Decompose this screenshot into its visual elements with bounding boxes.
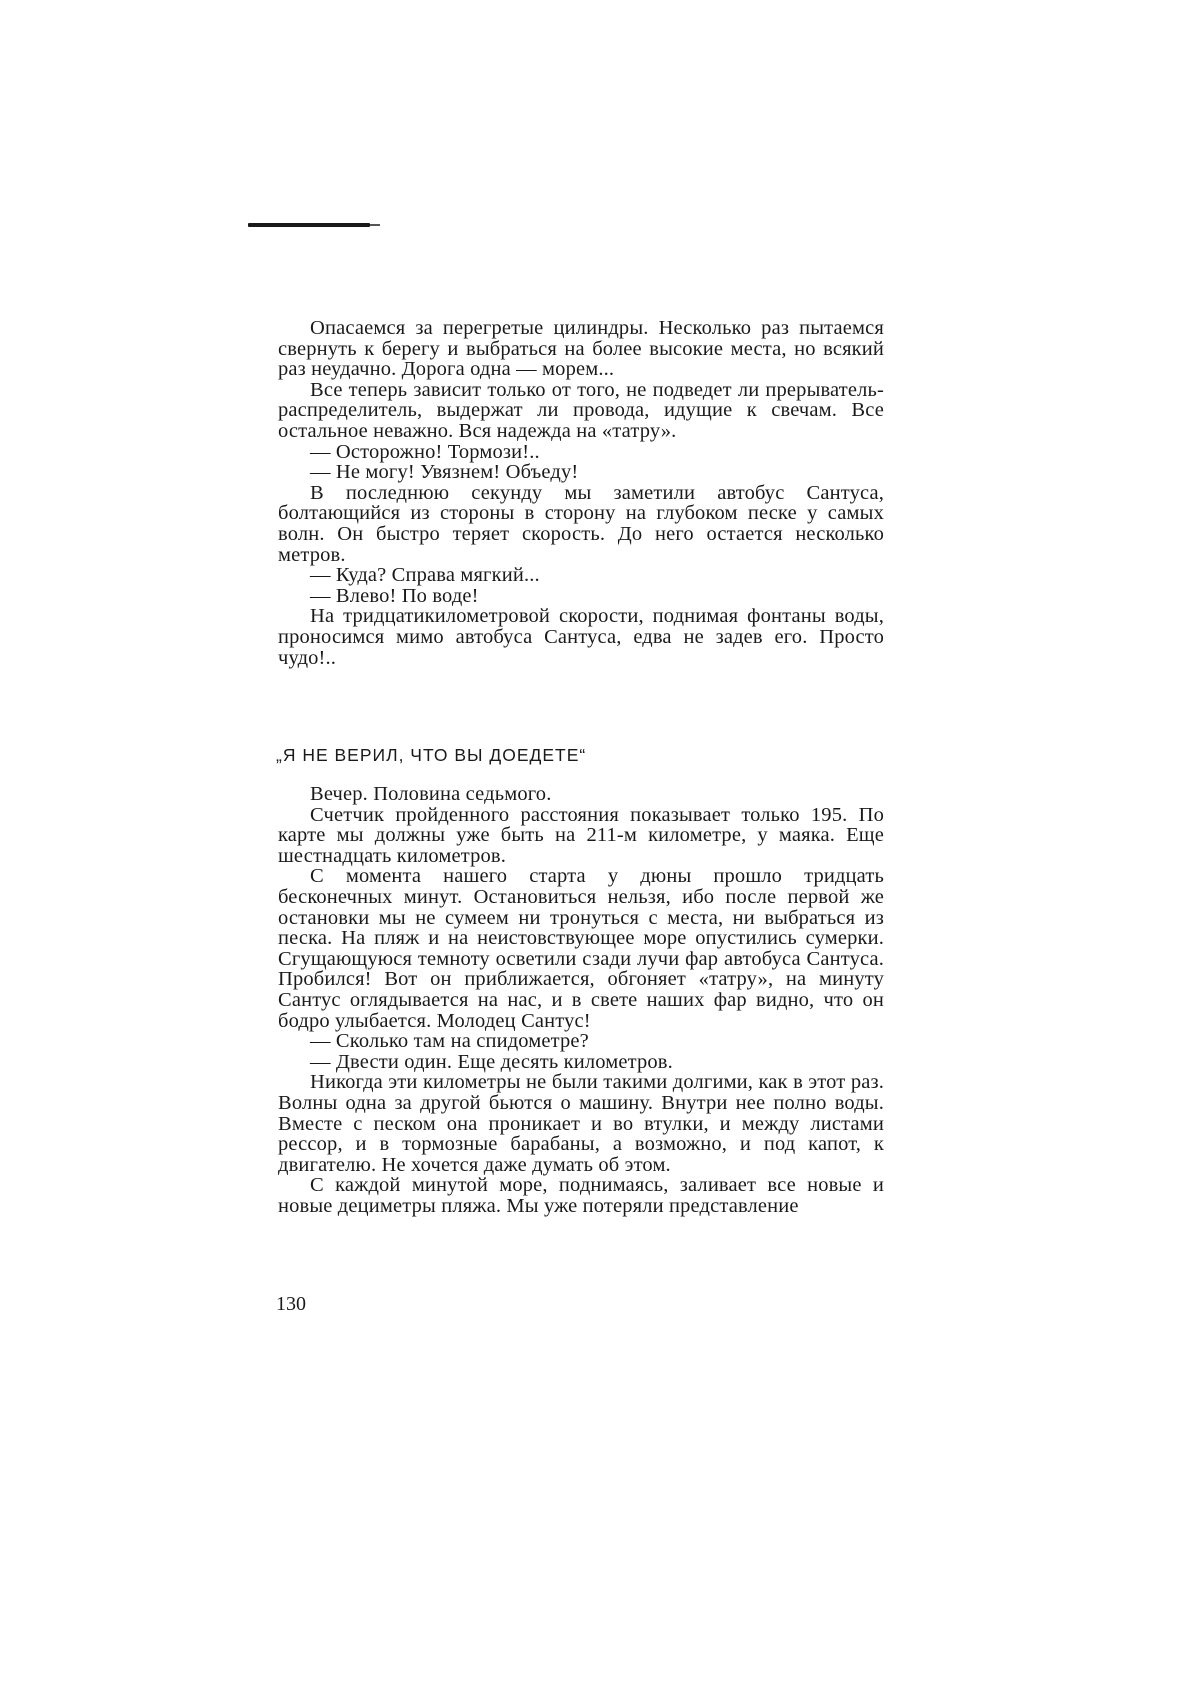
- page-number: 130: [276, 1293, 306, 1315]
- dialogue-line: — Осторожно! Тормози!..: [310, 440, 540, 463]
- paragraph: В последнюю секунду мы заметили автобус Сантуса, болтающийся из стороны в сторону на глубоком песке у самых волн. Он быстро теряет скорость. До него остается несколько метров.: [278, 481, 884, 566]
- paragraph: Никогда эти километры не были такими долгими, как в этот раз. Волны одна за другой бьются о машину. Внутри нее полно воды. Вместе с песком она проникает и во втулки, и между листами рессор, и в тормозные барабаны, а возможно, и под капот, к двигателю. Не хочется даже думать об этом.: [278, 1071, 884, 1176]
- dialogue-line: — Куда? Справа мягкий...: [310, 564, 540, 587]
- dialogue-line: — Двести один. Еще десять километров.: [310, 1050, 673, 1073]
- dialogue-line: — Сколько там на спидометре?: [310, 1030, 589, 1053]
- dialogue-line: — Влево! По воде!: [310, 584, 479, 607]
- paragraph: Вечер. Половина седьмого.: [310, 783, 552, 805]
- dialogue-line: — Не могу! Увязнем! Объеду!: [310, 461, 579, 484]
- paragraph: Опасаемся за перегретые цилиндры. Несколько раз пытаемся свернуть к берегу и выбраться на более высокие места, но всякий раз неудачно. Дорога одна — морем...: [278, 317, 884, 381]
- paragraph: Счетчик пройденного расстояния показывает только 195. По карте мы должны уже быть на 211-м километре, у маяка. Еще шестнадцать километров.: [278, 803, 884, 867]
- section-1-text: [278, 318, 884, 668]
- paragraph: С каждой минутой море, поднимаясь, заливает все новые и новые дециметры пляжа. Мы уже потеряли представление: [278, 1174, 884, 1217]
- paragraph: С момента нашего старта у дюны прошло тридцать бесконечных минут. Остановиться нельзя, ибо после первой же остановки мы не сумеем ни тронуться с места, ни выбраться из песка. На пляж и на неистовствующее море опустились сумерки. Сгущающуюся темноту осветили сзади лучи фар автобуса Сантуса. Пробился! Вот он приближается, обгоняет «татру», на минуту Сантус оглядывается на нас, и в свете наших фар видно, что он бодро улыбается. Молодец Сантус!: [278, 865, 884, 1032]
- section-2-text: [278, 784, 884, 1216]
- chapter-heading: „Я НЕ ВЕРИЛ, ЧТО ВЫ ДОЕДЕТЕ“: [276, 745, 587, 765]
- paragraph: Все теперь зависит только от того, не подведет ли прерыватель-распределитель, выдержат ли провода, идущие к свечам. Все остальное неважно. Вся надежда на «татру».: [278, 378, 884, 442]
- paragraph: На тридцатикилометровой скорости, поднимая фонтаны воды, проносимся мимо автобуса Сантуса, едва не задев его. Просто чудо!..: [278, 605, 884, 669]
- chapter-top-rule: [248, 223, 370, 227]
